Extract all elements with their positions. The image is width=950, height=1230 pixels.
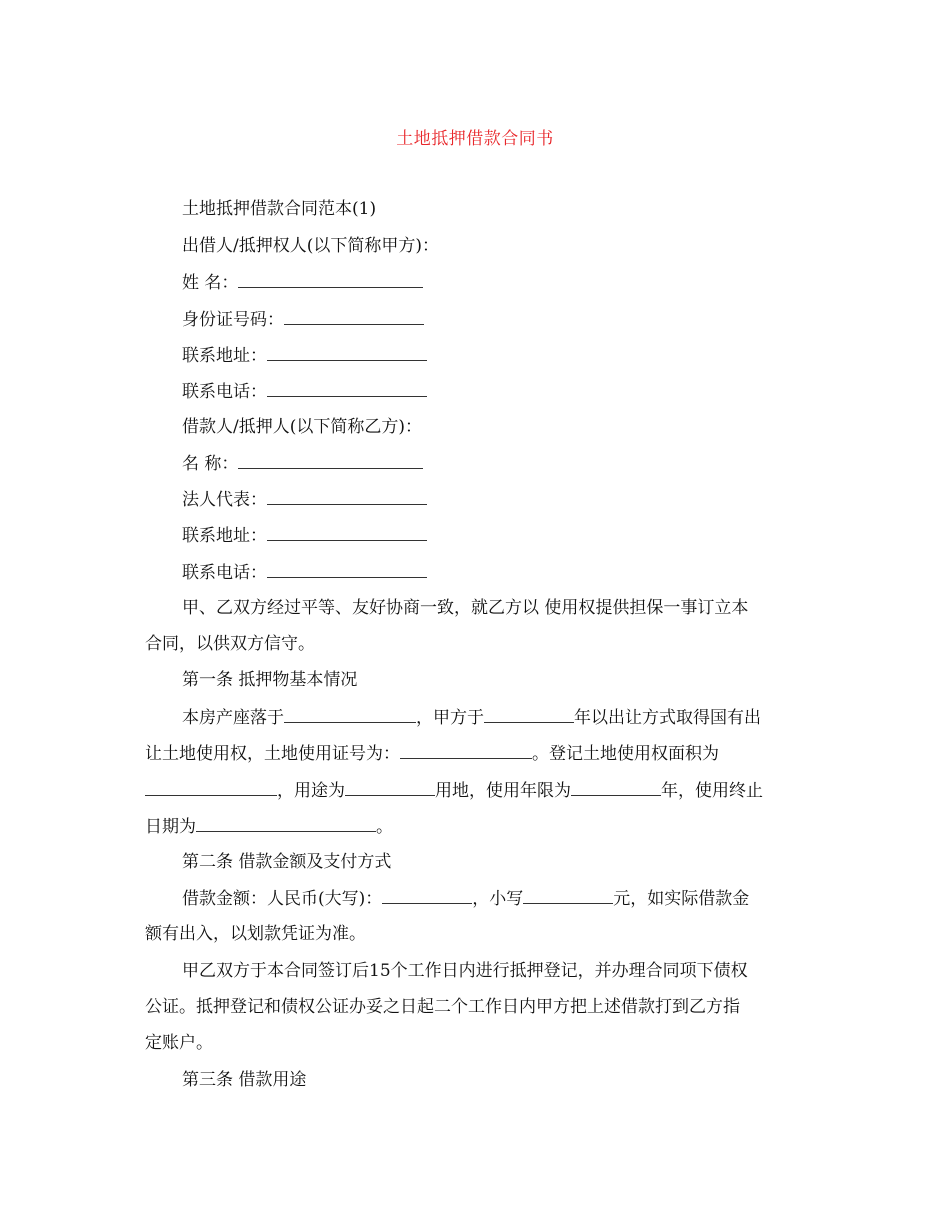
borrower-phone-blank xyxy=(267,561,427,578)
amount-capital-blank xyxy=(382,887,472,904)
article-2-line-1 xyxy=(182,887,749,910)
article-3-title: 第三条 借款用途 xyxy=(182,1070,307,1090)
article-1-line-3 xyxy=(145,779,763,802)
article-1-text: 。登记土地使用权面积为 xyxy=(532,744,719,764)
borrower-name-row xyxy=(182,452,423,475)
article-2-para2-line-2: 公证。抵押登记和债权公证办妥之日起二个工作日内甲方把上述借款打到乙方指 xyxy=(145,997,740,1017)
borrower-name-label: 名 称： xyxy=(182,454,239,474)
lender-phone-row xyxy=(182,380,427,403)
article-1-text: 年以出让方式取得国有出 xyxy=(574,708,761,728)
article-1-line-1 xyxy=(182,706,761,729)
article-2-para2-line-1: 甲乙双方于本合同签订后15个工作日内进行抵押登记，并办理合同项下债权 xyxy=(182,961,748,981)
lender-phone-blank xyxy=(267,380,427,397)
intro-line-2: 合同，以供双方信守。 xyxy=(145,634,315,654)
article-1-text: 日期为 xyxy=(145,817,196,837)
borrower-address-label: 联系地址： xyxy=(182,526,267,546)
borrower-phone-row xyxy=(182,561,427,584)
article-1-text: 年，使用终止 xyxy=(661,781,763,801)
article-1-text: 用地，使用年限为 xyxy=(435,781,571,801)
lender-address-row xyxy=(182,344,427,367)
article-1-line-2 xyxy=(145,742,719,765)
article-2-text: ，小写 xyxy=(472,889,524,909)
usage-blank xyxy=(345,779,435,796)
article-1-text: ，用途为 xyxy=(277,781,345,801)
article-2-text: 借款金额：人民币(大写)： xyxy=(182,889,383,909)
article-2-text: 元，如实际借款金 xyxy=(613,889,750,909)
year-blank xyxy=(484,706,574,723)
lender-heading: 出借人/抵押权人(以下简称甲方)： xyxy=(182,236,439,256)
article-1-line-4 xyxy=(145,815,393,838)
lender-address-label: 联系地址： xyxy=(182,346,267,366)
term-blank xyxy=(571,779,661,796)
article-1-text: ，甲方于 xyxy=(416,708,484,728)
intro-line-1: 甲、乙双方经过平等、友好协商一致，就乙方以 使用权提供担保一事订立本 xyxy=(182,598,749,618)
borrower-address-row xyxy=(182,524,427,547)
lender-name-blank xyxy=(238,271,423,288)
article-2-line-2: 额有出入，以划款凭证为准。 xyxy=(145,924,366,944)
lender-id-blank xyxy=(284,308,424,325)
borrower-address-blank xyxy=(267,524,427,541)
lender-id-label: 身份证号码： xyxy=(182,310,284,330)
article-2-title: 第二条 借款金额及支付方式 xyxy=(182,852,392,872)
article-1-title: 第一条 抵押物基本情况 xyxy=(182,670,358,690)
lender-name-label: 姓 名： xyxy=(182,273,239,293)
lender-address-blank xyxy=(267,344,427,361)
document-title: 土地抵押借款合同书 xyxy=(396,129,554,149)
lender-id-row xyxy=(182,308,424,331)
location-blank xyxy=(284,706,416,723)
lender-name-row xyxy=(182,271,423,294)
borrower-rep-blank xyxy=(267,488,427,505)
area-blank xyxy=(145,779,277,796)
amount-number-blank xyxy=(523,887,613,904)
end-date-blank xyxy=(196,815,376,832)
borrower-rep-row xyxy=(182,488,427,511)
borrower-heading: 借款人/抵押人(以下简称乙方)： xyxy=(182,417,422,437)
borrower-rep-label: 法人代表： xyxy=(182,490,267,510)
contract-subtitle: 土地抵押借款合同范本(1) xyxy=(182,199,377,219)
article-2-para2-line-3: 定账户。 xyxy=(145,1033,213,1053)
land-cert-blank xyxy=(400,742,532,759)
article-1-text: 本房产座落于 xyxy=(182,708,284,728)
borrower-name-blank xyxy=(238,452,423,469)
article-1-text: 让土地使用权，土地使用证号为： xyxy=(145,744,400,764)
article-1-text: 。 xyxy=(376,817,393,837)
borrower-phone-label: 联系电话： xyxy=(182,563,267,583)
lender-phone-label: 联系电话： xyxy=(182,382,267,402)
